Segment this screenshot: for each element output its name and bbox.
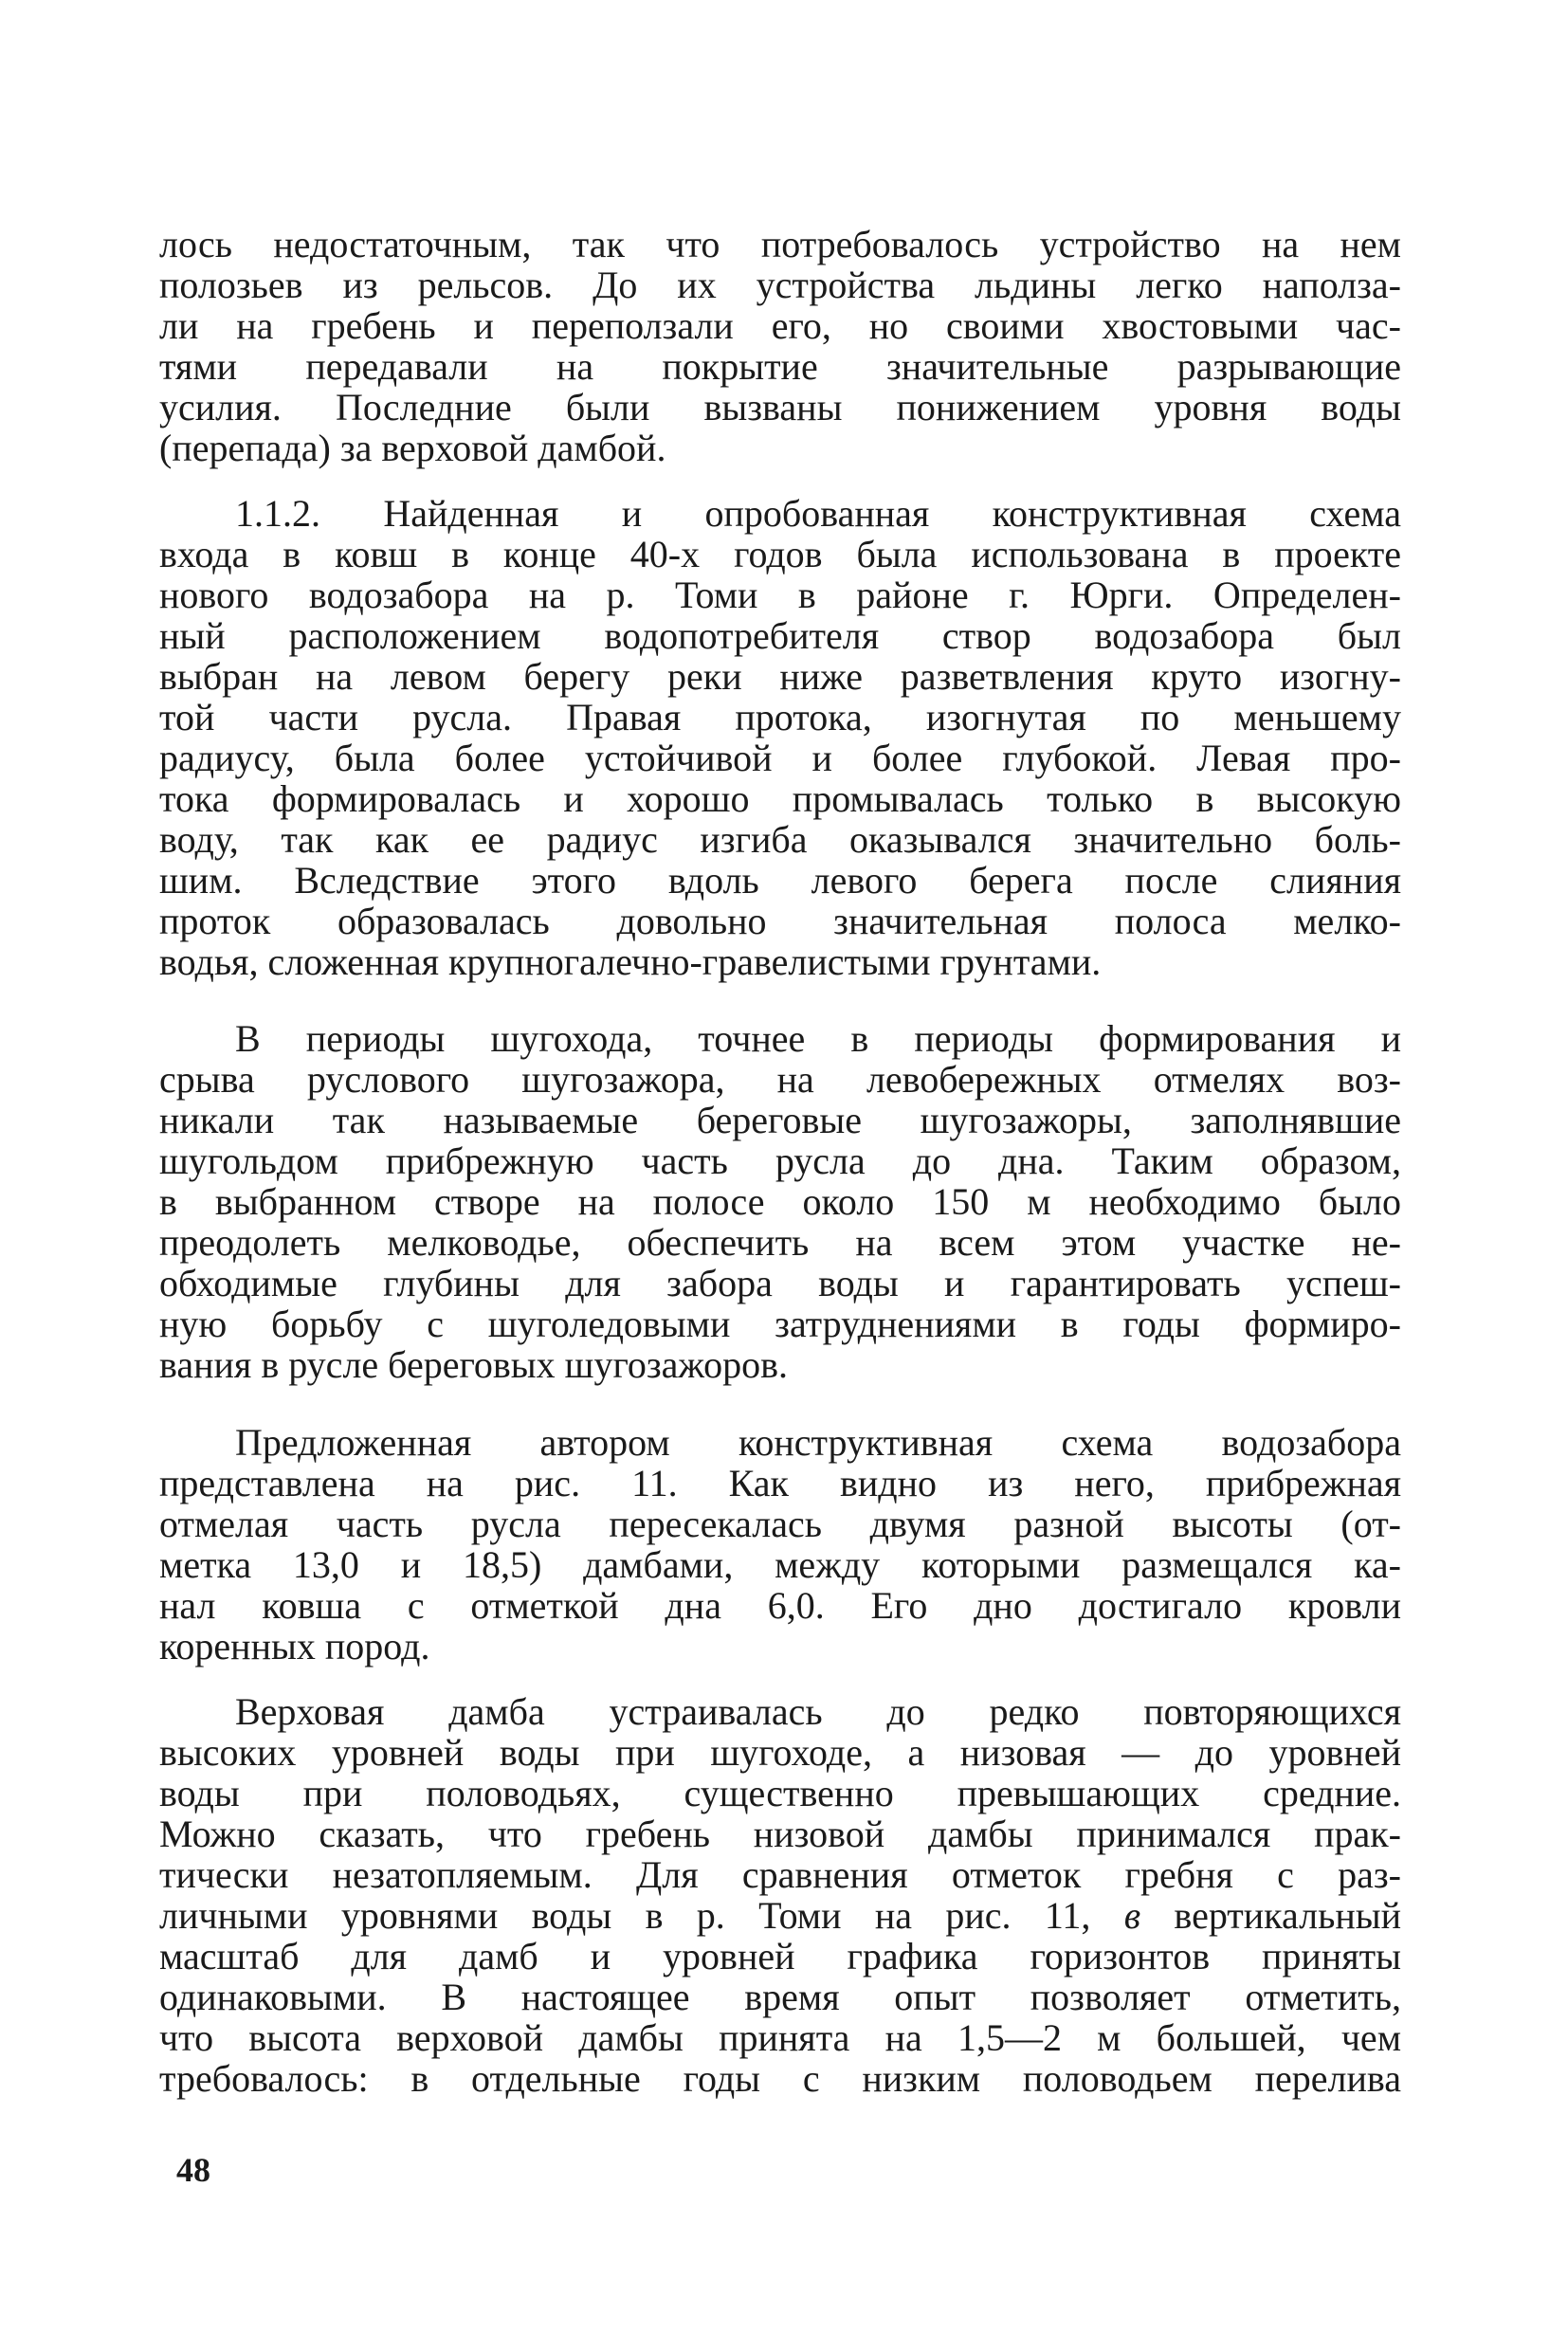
text-line: обходимые глубины для забора воды и гарантировать успеш- — [159, 1262, 1401, 1304]
text-line: лось недостаточным, так что потребовалось устройство на нем — [159, 223, 1401, 265]
text-line: вания в русле береговых шугозажоров. — [159, 1343, 788, 1386]
text-line: радиусу, была более устойчивой и более глубокой. Левая про- — [159, 737, 1401, 779]
text-line: отмелая часть русла пересекалась двумя разной высоты (от- — [159, 1503, 1401, 1545]
text-line: в выбранном створе на полосе около 150 м необходимо было — [159, 1180, 1401, 1223]
italic-letter: в — [1123, 1894, 1141, 1937]
text-line: нового водозабора на р. Томи в районе г. Юрги. Определен- — [159, 574, 1401, 616]
text-run: вертикальный — [1140, 1894, 1402, 1937]
text-line: ный расположением водопотребителя створ водозабора был — [159, 614, 1401, 657]
text-line: тически незатопляемым. Для сравнения отметок гребня с раз- — [159, 1853, 1401, 1896]
text-line: Верховая дамба устраивалась до редко повторяющихся — [235, 1690, 1401, 1733]
text-line: полозьев из рельсов. До их устройства льдины легко наполза- — [159, 264, 1401, 306]
text-line: воды при половодьях, существенно превышающих средние. — [159, 1772, 1401, 1814]
text-line: шим. Вследствие этого вдоль левого берега после слияния — [159, 859, 1401, 902]
text-line: никали так называемые береговые шугозажоры, заполнявшие — [159, 1099, 1401, 1141]
text-line: проток образовалась довольно значительная полоса мелко- — [159, 900, 1401, 942]
text-line: тями передавали на покрытие значительные разрывающие — [159, 345, 1401, 388]
text-run: личными уровнями воды в р. Томи на рис. 11, — [159, 1894, 1124, 1937]
text-line: коренных пород. — [159, 1625, 430, 1668]
paragraph-2 — [159, 493, 1401, 982]
text-line: той части русла. Правая протока, изогнутая по меньшему — [159, 696, 1401, 738]
text-line: представлена на рис. 11. Как видно из него, прибрежная — [159, 1462, 1401, 1504]
paragraph-4 — [159, 1422, 1401, 1667]
text-line: входа в ковш в конце 40-х годов была использована в проекте — [159, 533, 1401, 575]
text-line: преодолеть мелководье, обеспечить на всем этом участке не- — [159, 1221, 1401, 1264]
text-line: Можно сказать, что гребень низовой дамбы принимался прак- — [159, 1813, 1401, 1855]
text-line: шугольдом прибрежную часть русла до дна. Таким образом, — [159, 1139, 1401, 1182]
paragraph-3 — [159, 1018, 1401, 1385]
text-line-mixed — [159, 1895, 1401, 1936]
text-line: выбран на левом берегу реки ниже разветвления круто изогну- — [159, 655, 1401, 698]
text-line: воду, так как ее радиус изгиба оказывался значительно боль- — [159, 818, 1401, 861]
text-line: усилия. Последние были вызваны понижением уровня воды — [159, 386, 1401, 428]
text-line: метка 13,0 и 18,5) дамбами, между которыми размещался ка- — [159, 1543, 1401, 1586]
text-line: 1.1.2. Найденная и опробованная конструктивная схема — [235, 492, 1401, 535]
text-line: Предложенная автором конструктивная схема водозабора — [235, 1421, 1401, 1464]
paragraph-1 — [159, 224, 1401, 468]
text-line: водья, сложенная крупногалечно-гравелистыми грунтами. — [159, 940, 1102, 983]
text-line: В периоды шугохода, точнее в периоды формирования и — [235, 1017, 1401, 1060]
text-line: высоких уровней воды при шугоходе, а низовая — до уровней — [159, 1731, 1401, 1774]
page-number: 48 — [176, 2151, 210, 2189]
text-line: требовалось: в отдельные годы с низким половодьем перелива — [159, 2057, 1401, 2100]
text-line: (перепада) за верховой дамбой. — [159, 427, 666, 469]
text-line: одинаковыми. В настоящее время опыт позволяет отметить, — [159, 1976, 1401, 2018]
text-line: ли на гребень и переползали его, но своими хвостовыми час- — [159, 304, 1401, 347]
text-line: масштаб для дамб и уровней графика горизонтов приняты — [159, 1935, 1401, 1977]
text-line: ную борьбу с шуголедовыми затруднениями в годы формиро- — [159, 1303, 1401, 1345]
text-line: нал ковша с отметкой дна 6,0. Его дно достигало кровли — [159, 1584, 1401, 1627]
text-line: срыва руслового шугозажора, на левобережных отмелях воз- — [159, 1058, 1401, 1101]
paragraph-5 — [159, 1691, 1401, 2099]
text-line: тока формировалась и хорошо промывалась только в высокую — [159, 777, 1401, 820]
text-line: что высота верховой дамбы принята на 1,5—2 м большей, чем — [159, 2016, 1401, 2059]
